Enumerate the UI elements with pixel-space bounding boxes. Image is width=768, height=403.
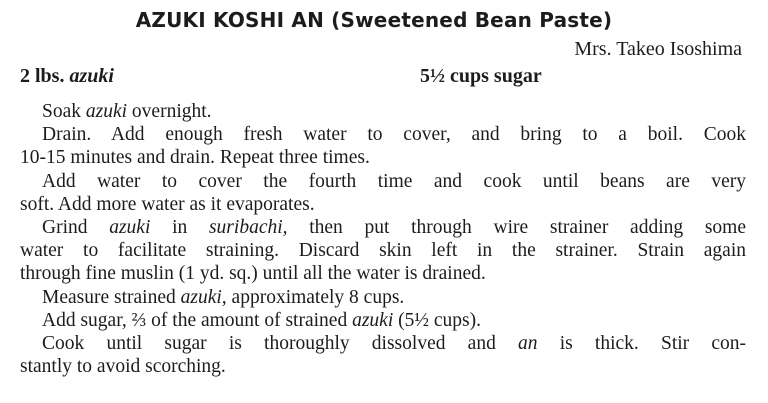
instruction-line — [20, 170, 746, 193]
instruction-line — [20, 100, 746, 123]
text-segment: Add water to cover the fourth time and cook until beans are very — [42, 170, 746, 192]
ingredient-azuki — [20, 65, 114, 88]
text-segment: approximately 8 cups. — [226, 286, 405, 308]
instruction-line — [20, 262, 746, 285]
recipe-title: AZUKI KOSHI AN (Sweetened Bean Paste) — [135, 8, 613, 32]
text-segment: overnight. — [127, 101, 212, 122]
text-segment: Cook until sugar is thoroughly dissolved and — [42, 332, 519, 354]
italic-term: an — [518, 332, 538, 354]
recipe-instructions — [20, 100, 746, 378]
text-segment: (5½ cups). — [393, 309, 481, 331]
instruction-line — [20, 309, 746, 332]
text-segment: is thick. Stir con- — [537, 332, 747, 354]
text-segment: then put through wire strainer adding some — [287, 216, 746, 238]
text-segment: Soak — [42, 101, 86, 122]
text-segment: Grind — [42, 216, 110, 238]
ingredient-name: azuki — [69, 65, 114, 87]
instruction-line — [20, 355, 746, 378]
text-segment: Add sugar, ⅔ of the amount of strained — [42, 309, 353, 331]
instruction-line — [20, 146, 746, 169]
text-segment: soft. Add more water as it evaporates. — [20, 193, 315, 215]
text-segment: water to facilitate straining. Discard skin left in the strainer. Strain again — [20, 240, 746, 262]
italic-term: suribachi, — [208, 216, 288, 238]
text-segment: in — [150, 216, 209, 238]
italic-term: azuki — [109, 216, 151, 238]
text-segment: 10-15 minutes and drain. Repeat three times. — [20, 147, 370, 169]
text-segment: Measure strained — [42, 286, 181, 308]
text-segment: Drain. Add enough fresh water to cover, and bring to a boil. Cook — [42, 124, 746, 146]
instruction-line — [20, 216, 746, 239]
ingredient-qty: 2 lbs. — [20, 65, 70, 87]
italic-term: azuki — [85, 101, 128, 122]
instruction-line — [20, 239, 746, 262]
ingredient-sugar: 5½ cups sugar — [420, 65, 542, 87]
text-segment: through fine muslin (1 yd. sq.) until all the water is drained. — [20, 263, 486, 285]
italic-term: azuki — [352, 309, 394, 331]
text-segment: stantly to avoid scorching. — [20, 356, 226, 378]
instruction-line — [20, 332, 746, 355]
recipe-author: Mrs. Takeo Isoshima — [574, 38, 742, 60]
instruction-line — [20, 123, 746, 146]
instruction-line — [20, 286, 746, 309]
instruction-line — [20, 193, 746, 216]
italic-term: azuki, — [180, 286, 227, 308]
